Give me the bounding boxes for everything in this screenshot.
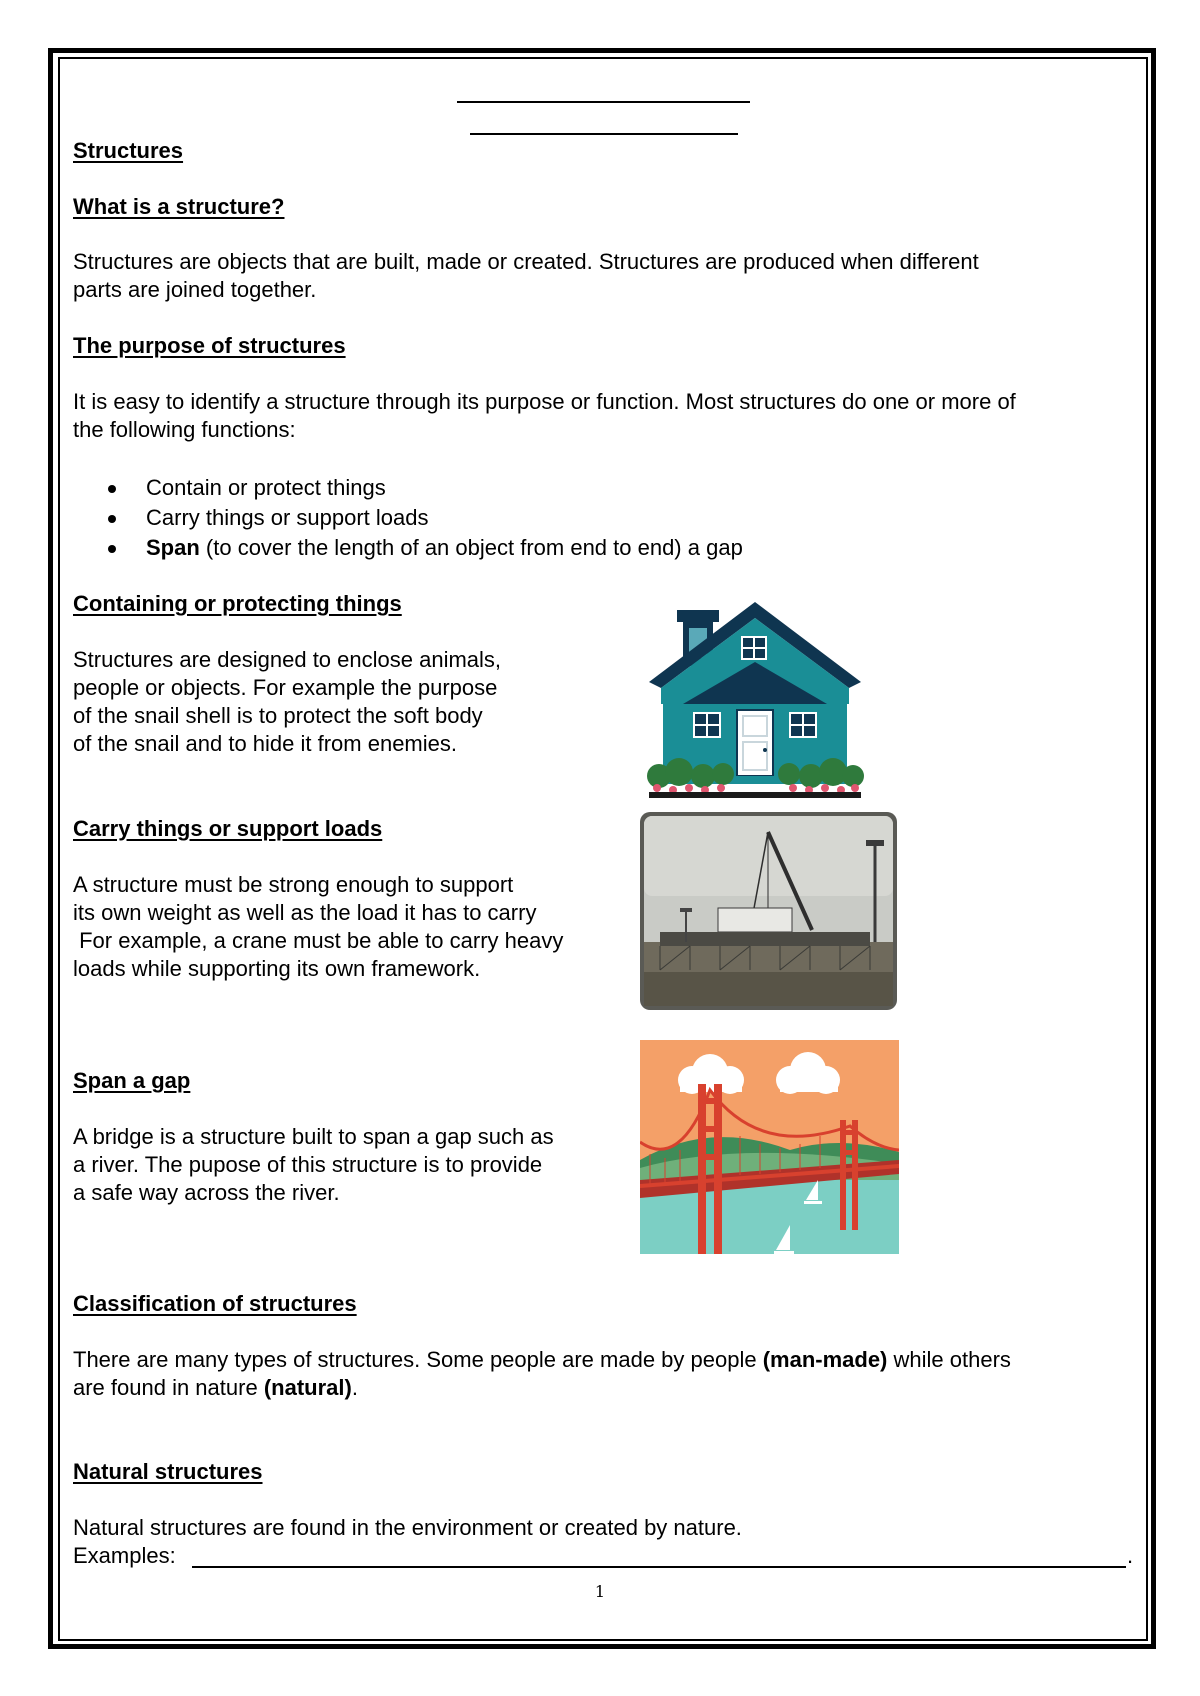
list-item-label: Carry things or support loads — [146, 505, 429, 530]
page-number: 1 — [594, 1582, 606, 1601]
span-line: a safe way across the river. — [73, 1180, 340, 1205]
examples-end-period: . — [1127, 1543, 1134, 1568]
definition-line-1: Structures are objects that are built, made or created. Structures are produced when different — [73, 249, 979, 274]
classification-text: are found in nature — [73, 1375, 264, 1400]
subtitle-blank-line[interactable] — [470, 133, 738, 135]
main-heading: Structures — [73, 138, 184, 163]
containing-line: Structures are designed to enclose animals, — [73, 647, 502, 672]
title-blank-line[interactable] — [457, 101, 750, 103]
carry-heading: Carry things or support loads — [73, 816, 383, 841]
bullet-icon — [108, 485, 116, 493]
containing-heading: Containing or protecting things — [73, 591, 402, 616]
carry-line: loads while supporting its own framework. — [73, 956, 481, 981]
examples-answer-line[interactable] — [192, 1566, 1126, 1568]
house-illustration — [643, 600, 868, 798]
natural-heading: Natural structures — [73, 1459, 263, 1484]
bullet-icon — [108, 545, 116, 553]
list-item-label: Contain or protect things — [146, 475, 386, 500]
bullet-icon — [108, 515, 116, 523]
natural-body: Natural structures are found in the environment or created by nature. — [73, 1515, 742, 1540]
span-line: A bridge is a structure built to span a gap such as — [73, 1124, 554, 1149]
containing-line: of the snail and to hide it from enemies. — [73, 731, 457, 756]
span-term: Span — [146, 535, 200, 560]
purpose-line-1: It is easy to identify a structure through its purpose or function. Most structures do one or more of — [73, 389, 1016, 414]
list-item-label — [146, 533, 743, 563]
span-definition: (to cover the length of an object from end to end) a gap — [199, 535, 743, 560]
classification-text: while others — [887, 1347, 1011, 1372]
classification-text: . — [351, 1375, 358, 1400]
natural-term: (natural) — [263, 1375, 352, 1400]
classification-heading: Classification of structures — [73, 1291, 357, 1316]
carry-line: its own weight as well as the load it has to carry — [73, 900, 537, 925]
purpose-heading: The purpose of structures — [73, 333, 346, 358]
bridge-illustration — [640, 1040, 899, 1254]
definition-line-2: parts are joined together. — [73, 277, 317, 302]
examples-label: Examples: — [73, 1543, 176, 1568]
containing-line: of the snail shell is to protect the soft body — [73, 703, 483, 728]
purpose-line-2: the following functions: — [73, 417, 296, 442]
span-line: a river. The pupose of this structure is to provide — [73, 1152, 543, 1177]
span-heading: Span a gap — [73, 1068, 191, 1093]
classification-text: There are many types of structures. Some people are made by people — [73, 1347, 763, 1372]
containing-line: people or objects. For example the purpose — [73, 675, 498, 700]
classification-line-2 — [73, 1374, 358, 1402]
crane-photo — [640, 812, 897, 1010]
classification-line-1 — [73, 1346, 1011, 1374]
man-made-term: (man-made) — [762, 1347, 888, 1372]
carry-line: For example, a crane must be able to carry heavy — [73, 928, 564, 953]
what-is-structure-heading: What is a structure? — [73, 194, 285, 219]
carry-line: A structure must be strong enough to support — [73, 872, 514, 897]
